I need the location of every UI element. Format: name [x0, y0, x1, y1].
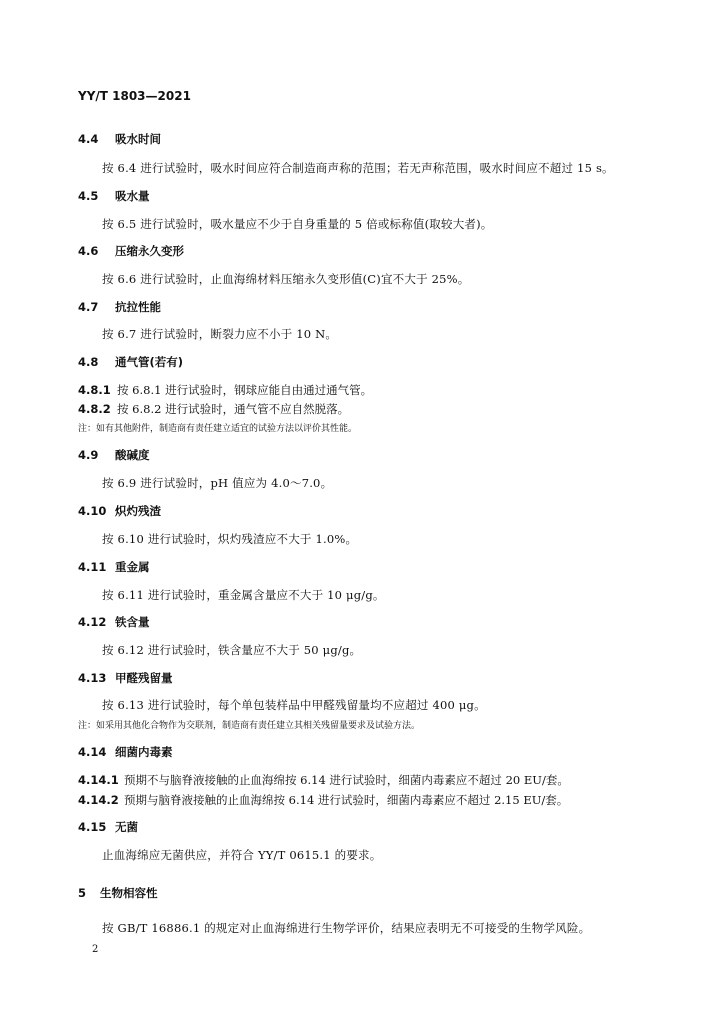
section-heading-4-13: [78, 670, 173, 686]
subsection-text: 按 6.8.2 进行试验时，通气管不应自然脱落。: [117, 402, 350, 416]
section-number: 4.8: [78, 355, 99, 369]
section-number: 4.7: [78, 300, 99, 314]
section-title: 重金属: [115, 560, 150, 574]
section-title: 无菌: [115, 820, 138, 834]
section-number: 4.14: [78, 745, 107, 759]
note-4-13: 注：如采用其他化合物作为交联剂，制造商有责任建立其相关残留量要求及试验方法。: [78, 721, 421, 731]
section-heading-4-12: [78, 614, 150, 630]
section-title: 抗拉性能: [115, 300, 161, 314]
subsection-4-14-1: [78, 772, 569, 788]
section-text-4-4: 按 6.4 进行试验时，吸水时间应符合制造商声称的范围；若无声称范围，吸水时间应不超过 15 s。: [102, 161, 614, 175]
subsection-4-8-1: [78, 382, 372, 398]
section-text-4-15: 止血海绵应无菌供应，并符合 YY/T 0615.1 的要求。: [102, 848, 382, 862]
section-text-4-13: 按 6.13 进行试验时，每个单包装样品中甲醛残留量均不应超过 400 μg。: [102, 698, 486, 712]
section-number: 5: [78, 886, 87, 900]
subsection-4-14-2: [78, 792, 568, 808]
section-heading-4-8: [78, 354, 183, 370]
page-number: 2: [92, 944, 99, 955]
section-text-4-7: 按 6.7 进行试验时，断裂力应不小于 10 N。: [102, 327, 338, 341]
section-title: 炽灼残渣: [115, 504, 161, 518]
section-heading-4-7: [78, 299, 161, 315]
section-title: 铁含量: [115, 615, 150, 629]
subsection-text: 按 6.8.1 进行试验时，钢球应能自由通过通气管。: [117, 383, 373, 397]
section-number: 4.10: [78, 504, 107, 518]
section-text-4-11: 按 6.11 进行试验时，重金属含量应不大于 10 μg/g。: [102, 588, 385, 602]
subsection-4-8-2: [78, 401, 349, 417]
section-text-4-12: 按 6.12 进行试验时，铁含量应不大于 50 μg/g。: [102, 643, 362, 657]
section-number: 4.4: [78, 132, 99, 146]
subsection-number: 4.8.2: [78, 402, 111, 416]
section-title: 吸水时间: [115, 132, 161, 146]
section-number: 4.15: [78, 820, 107, 834]
section-text-4-10: 按 6.10 进行试验时，炽灼残渣应不大于 1.0%。: [102, 532, 358, 546]
subsection-number: 4.8.1: [78, 383, 111, 397]
section-text-5: 按 GB/T 16886.1 的规定对止血海绵进行生物学评价，结果应表明无不可接受的生物学风险。: [102, 921, 591, 935]
section-heading-4-4: [78, 131, 161, 147]
section-text-4-9: 按 6.9 进行试验时，pH 值应为 4.0～7.0。: [102, 476, 333, 490]
section-number: 4.6: [78, 244, 99, 258]
section-title: 生物相容性: [100, 886, 158, 900]
section-number: 4.13: [78, 671, 107, 685]
section-heading-4-14: [78, 744, 173, 760]
section-number: 4.11: [78, 560, 107, 574]
section-heading-4-5: [78, 188, 150, 204]
subsection-text: 预期与脑脊液接触的止血海绵按 6.14 进行试验时，细菌内毒素应不超过 2.15 EU/套。: [124, 793, 569, 807]
section-title: 酸碱度: [115, 448, 150, 462]
note-4-8: 注：如有其他附件，制造商有责任建立适宜的试验方法以评价其性能。: [78, 424, 358, 434]
section-heading-4-15: [78, 819, 138, 835]
subsection-text: 预期不与脑脊液接触的止血海绵按 6.14 进行试验时，细菌内毒素应不超过 20 EU/套。: [124, 773, 569, 787]
section-title: 通气管(若有): [115, 355, 184, 369]
section-heading-4-10: [78, 503, 161, 519]
subsection-number: 4.14.2: [78, 793, 119, 807]
section-title: 压缩永久变形: [115, 244, 184, 258]
section-heading-5: [78, 885, 158, 901]
section-heading-4-11: [78, 559, 150, 575]
section-number: 4.12: [78, 615, 107, 629]
section-text-4-6: 按 6.6 进行试验时，止血海绵材料压缩永久变形值(C)宜不大于 25%。: [102, 272, 470, 286]
subsection-number: 4.14.1: [78, 773, 119, 787]
section-number: 4.9: [78, 448, 99, 462]
section-heading-4-9: [78, 447, 150, 463]
section-title: 吸水量: [115, 189, 150, 203]
section-heading-4-6: [78, 243, 184, 259]
section-text-4-5: 按 6.5 进行试验时，吸水量应不少于自身重量的 5 倍或标称值(取较大者)。: [102, 217, 493, 231]
section-title: 细菌内毒素: [115, 745, 173, 759]
section-title: 甲醛残留量: [115, 671, 173, 685]
standard-header: YY/T 1803—2021: [78, 89, 191, 103]
section-number: 4.5: [78, 189, 99, 203]
